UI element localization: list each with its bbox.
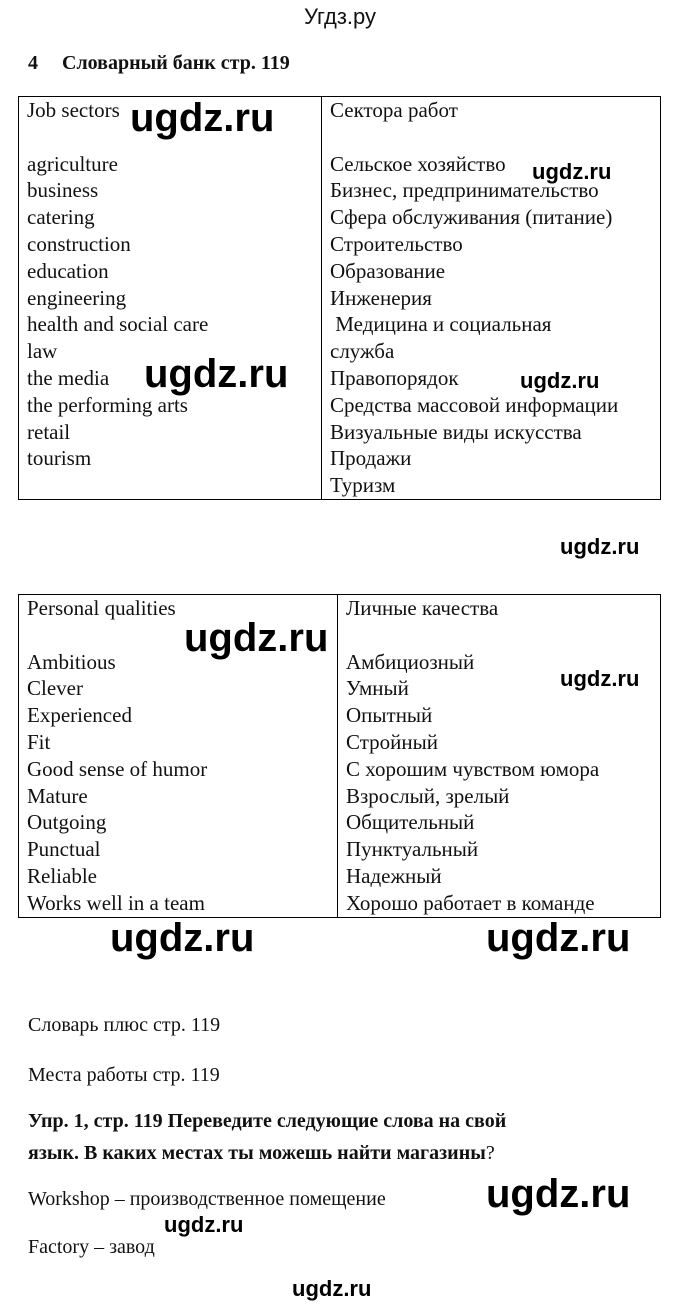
quality-en: Punctual <box>27 837 101 862</box>
quality-en: Mature <box>27 783 88 808</box>
quality-ru: Стройный <box>346 729 438 754</box>
job-sector-ru: Продажи <box>330 446 412 471</box>
job-sector-ru: служба <box>330 339 395 364</box>
quality-en: Reliable <box>27 863 97 888</box>
job-sector-en: business <box>27 178 99 203</box>
watermark: ugdz.ru <box>130 96 275 140</box>
quality-ru: Хорошо работает в команде <box>346 890 595 915</box>
dictionary-plus-line: Словарь плюс стр. 119 <box>28 1014 221 1036</box>
job-sector-en: tourism <box>27 446 92 471</box>
job-sector-en: agriculture <box>27 151 118 176</box>
watermark: ugdz.ru <box>560 666 640 691</box>
job-sector-en: health and social care <box>27 312 209 337</box>
quality-en: Experienced <box>27 703 132 728</box>
section-heading <box>28 52 290 75</box>
job-sectors-russian-column <box>322 97 661 500</box>
watermark: ugdz.ru <box>520 368 600 393</box>
job-sectors-table <box>18 96 661 500</box>
job-sectors-header-en: Job sectors <box>27 98 120 122</box>
job-sector-ru: Правопорядок <box>330 365 459 390</box>
watermark: ugdz.ru <box>292 1276 372 1301</box>
quality-ru: Умный <box>346 676 409 701</box>
exercise-instruction-text: язык. В каких местах ты можешь найти магазины <box>28 1142 486 1164</box>
quality-ru: Пунктуальный <box>346 837 479 862</box>
job-sector-en: retail <box>27 419 71 444</box>
exercise-question-mark: ? <box>485 1142 495 1164</box>
exercise-instruction-line-1: Упр. 1, стр. 119 Переведите следующие слова на свой <box>28 1110 507 1132</box>
quality-ru: Надежный <box>346 863 442 888</box>
watermark: ugdz.ru <box>184 616 329 660</box>
factory-line: Factory – завод <box>28 1236 155 1258</box>
job-sector-en: catering <box>27 205 95 230</box>
job-sector-en: the performing arts <box>27 392 188 417</box>
job-sector-ru: Сельское хозяйство <box>330 151 506 176</box>
personal-qualities-table <box>18 594 661 918</box>
job-sector-en: education <box>27 258 109 283</box>
job-sector-en: law <box>27 339 58 364</box>
watermark: ugdz.ru <box>560 534 640 559</box>
section-heading-text: Словарный банк стр. 119 <box>62 52 290 74</box>
quality-ru: Взрослый, зрелый <box>346 783 510 808</box>
workshop-line: Workshop – производственное помещение <box>28 1188 386 1210</box>
personal-qualities-russian-column <box>338 595 661 918</box>
quality-ru: Общительный <box>346 810 475 835</box>
site-title: Угдз.ру <box>303 4 377 29</box>
job-sectors-english-column <box>19 97 322 500</box>
job-sector-ru: Визуальные виды искусства <box>330 419 582 444</box>
workplaces-line: Места работы стр. 119 <box>28 1064 220 1086</box>
quality-ru: Амбициозный <box>346 649 475 674</box>
watermark: ugdz.ru <box>486 1172 631 1216</box>
job-sector-en: engineering <box>27 285 127 310</box>
job-sectors-header-ru: Сектора работ <box>330 98 458 122</box>
spacer <box>346 622 654 649</box>
job-sector-ru: Инженерия <box>330 285 432 310</box>
job-sector-ru: Сфера обслуживания (питание) <box>330 205 613 230</box>
job-sector-ru: Медицина и социальная <box>330 312 552 337</box>
job-sector-en: construction <box>27 231 131 256</box>
watermark: ugdz.ru <box>486 916 631 960</box>
spacer <box>330 124 654 151</box>
quality-en: Fit <box>27 729 51 754</box>
job-sector-en: the media <box>27 365 110 390</box>
watermark: ugdz.ru <box>164 1212 244 1237</box>
exercise-instruction-line-2 <box>28 1142 495 1165</box>
quality-en: Ambitious <box>27 649 116 674</box>
quality-en: Works well in a team <box>27 890 205 915</box>
quality-en: Outgoing <box>27 810 107 835</box>
watermark: ugdz.ru <box>532 159 612 184</box>
job-sector-ru: Образование <box>330 258 446 283</box>
section-number: 4 <box>28 52 38 74</box>
job-sector-ru: Туризм <box>330 473 396 498</box>
job-sector-ru: Бизнес, предпринимательство <box>330 178 599 203</box>
quality-ru: С хорошим чувством юмора <box>346 756 600 781</box>
watermark: ugdz.ru <box>110 916 255 960</box>
personal-qualities-header-en: Personal qualities <box>27 596 176 620</box>
personal-qualities-header-ru: Личные качества <box>346 596 499 620</box>
quality-en: Good sense of humor <box>27 756 208 781</box>
job-sector-ru: Средства массовой информации <box>330 392 619 417</box>
watermark: ugdz.ru <box>144 352 289 396</box>
job-sector-ru: Строительство <box>330 231 463 256</box>
quality-en: Clever <box>27 676 83 701</box>
quality-ru: Опытный <box>346 703 433 728</box>
